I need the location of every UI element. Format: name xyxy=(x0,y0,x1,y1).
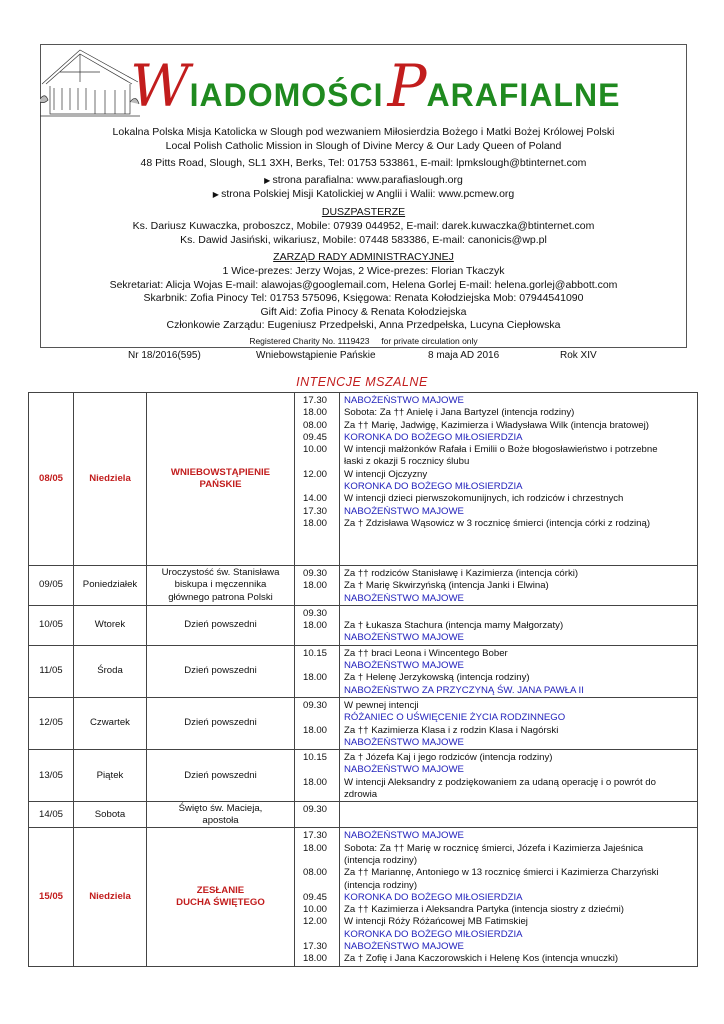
mass-time xyxy=(303,660,339,672)
intention-text: NABOŻEŃSTWO ZA PRZYCZYNĄ ŚW. JANA PAWŁA II xyxy=(344,684,584,696)
issue-number: Nr 18/2016(595) xyxy=(128,350,201,361)
mass-time: 17.30 xyxy=(303,941,328,953)
intention-text: Za † Zofię i Jana Kaczorowskich i Helenę Kos (intencja wnuczki) xyxy=(344,953,619,965)
day-row xyxy=(29,605,698,645)
mass-times xyxy=(295,802,340,828)
intention-text: Za †† Kazimierza Klasa i z rodzin Klasa i Nagórski xyxy=(344,724,559,736)
zarzad-line-4: Gift Aid: Zofia Pinocy & Renata Kołodziejska xyxy=(260,306,467,318)
mass-time: 17.30 xyxy=(303,830,328,842)
website-pcmew-text: strona Polskiej Misji Katolickiej w Anglii i Walii: www.pcmew.org xyxy=(221,188,515,200)
intention-text: NABOŻEŃSTWO MAJOWE xyxy=(344,736,464,748)
intention-text: NABOŻEŃSTWO MAJOWE xyxy=(344,395,464,406)
mass-intentions xyxy=(340,645,698,697)
mass-time xyxy=(303,764,339,776)
day-row xyxy=(29,566,698,606)
website-parish-text: strona parafialna: www.parafiaslough.org xyxy=(272,174,463,186)
intention-text: Za †† Marię, Jadwigę, Kazimierza i Władysława Wilk (intencja bratowej) xyxy=(344,419,649,431)
mass-time: 17.30 xyxy=(303,395,328,406)
title-initial-w: W xyxy=(130,52,190,120)
mass-time: 18.00 xyxy=(303,724,328,736)
day-date: 14/05 xyxy=(29,802,74,828)
mass-intentions xyxy=(340,605,698,645)
intention-text: KORONKA DO BOŻEGO MIŁOSIERDZIA xyxy=(344,891,523,903)
day-date: 15/05 xyxy=(29,828,74,966)
mass-intentions xyxy=(340,828,698,966)
day-name: Środa xyxy=(74,645,147,697)
charity-line: Registered Charity No. 1119423 for private circulation only xyxy=(249,336,478,346)
intention-text: W intencji małżonków Rafała i Emilii o Boże błogosławieństwo i potrzebne xyxy=(344,444,658,456)
intention-text: KORONKA DO BOŻEGO MIŁOSIERDZIA xyxy=(344,431,523,443)
title-initial-p: P xyxy=(387,52,427,120)
mass-time xyxy=(303,929,339,941)
mass-time: 09.45 xyxy=(303,891,328,903)
mass-time: 18.00 xyxy=(303,842,328,854)
day-occasion: Święto św. Macieja, apostoła xyxy=(147,802,295,828)
intention-text: Za † Zdzisława Wąsowicz w 3 rocznicę śmierci (intencja córki z rodziną) xyxy=(344,517,651,529)
mass-time: 12.00 xyxy=(303,468,328,480)
masthead-title xyxy=(130,52,670,122)
mass-time: 14.00 xyxy=(303,493,328,505)
mass-time: 18.00 xyxy=(303,620,328,632)
mass-time: 18.00 xyxy=(303,776,328,788)
mass-times xyxy=(295,645,340,697)
mass-time xyxy=(303,855,339,867)
intention-text: NABOŻEŃSTWO MAJOWE xyxy=(344,505,464,517)
intention-text: NABOŻEŃSTWO MAJOWE xyxy=(344,764,464,776)
website-parish[interactable] xyxy=(40,174,687,187)
vicar-line: Ks. Dawid Jasiński, wikariusz, Mobile: 07448 583386, E-mail: canonicis@wp.pl xyxy=(180,234,547,246)
mass-times xyxy=(295,750,340,802)
day-name: Niedziela xyxy=(74,393,147,566)
mass-times xyxy=(295,566,340,606)
day-name: Sobota xyxy=(74,802,147,828)
issue-year: Rok XIV xyxy=(560,350,597,361)
zarzad-line-1: 1 Wice-prezes: Jerzy Wojas, 2 Wice-prezes: Florian Tkaczyk xyxy=(222,265,505,277)
intention-text: RÓŻANIEC O UŚWIĘCENIE ŻYCIA RODZINNEGO xyxy=(344,712,566,724)
zarzad-line-5: Członkowie Zarządu: Eugeniusz Przedpełski, Anna Przedpełska, Lucyna Ciepłowska xyxy=(166,319,561,331)
intention-text: Sobota: Za †† Marię w rocznicę śmierci, Józefa i Kazimierza Jajeśnica xyxy=(344,842,644,854)
mass-times xyxy=(295,828,340,966)
day-date: 10/05 xyxy=(29,605,74,645)
mass-time: 09.30 xyxy=(303,699,328,711)
day-name: Wtorek xyxy=(74,605,147,645)
mass-time: 18.00 xyxy=(303,580,328,592)
title-rest-1: IADOMOŚCI xyxy=(189,77,384,113)
section-title: INTENCJE MSZALNE xyxy=(296,375,428,389)
day-row xyxy=(29,750,698,802)
mass-time xyxy=(303,789,339,801)
day-occasion: Dzień powszedni xyxy=(147,645,295,697)
day-row xyxy=(29,697,698,749)
mass-time: 18.00 xyxy=(303,953,328,965)
mass-time: 09.30 xyxy=(303,568,328,579)
day-occasion: Uroczystość św. Stanisława biskupa i męczennika głównego patrona Polski xyxy=(147,566,295,606)
intention-text: NABOŻEŃSTWO MAJOWE xyxy=(344,941,464,953)
day-date: 08/05 xyxy=(29,393,74,566)
pastor-line: Ks. Dariusz Kuwaczka, proboszcz, Mobile: 07939 044952, E-mail: darek.kuwaczka@btinternet.com xyxy=(132,220,595,232)
intention-text: NABOŻEŃSTWO MAJOWE xyxy=(344,660,464,672)
intention-text: (intencja rodziny) xyxy=(344,854,418,866)
church-illustration xyxy=(40,44,140,119)
mass-time xyxy=(303,685,339,697)
intention-text: zdrowia xyxy=(344,789,378,801)
mass-intentions xyxy=(340,697,698,749)
intention-text: KORONKA DO BOŻEGO MIŁOSIERDZIA xyxy=(344,928,523,940)
day-occasion: Dzień powszedni xyxy=(147,697,295,749)
mass-time: 12.00 xyxy=(303,916,328,928)
day-occasion: Dzień powszedni xyxy=(147,605,295,645)
zarzad-heading: ZARZĄD RADY ADMINISTRACYJNEJ xyxy=(273,251,454,263)
day-date: 12/05 xyxy=(29,697,74,749)
intention-text: NABOŻEŃSTWO MAJOWE xyxy=(344,632,464,644)
mass-time: 10.15 xyxy=(303,647,328,659)
mass-time xyxy=(303,593,339,605)
intention-text xyxy=(344,608,694,620)
mass-time xyxy=(303,737,339,749)
day-name: Piątek xyxy=(74,750,147,802)
mass-time xyxy=(303,632,339,644)
mass-time: 18.00 xyxy=(303,407,328,419)
day-row xyxy=(29,393,698,566)
intention-text: (intencja rodziny) xyxy=(344,879,418,891)
day-date: 09/05 xyxy=(29,566,74,606)
mass-time: 10.00 xyxy=(303,904,328,916)
mass-time: 08.00 xyxy=(303,419,328,431)
intention-text: Za † Marię Skwirzyńską (intencja Janki i Elwina) xyxy=(344,580,549,592)
intention-text: W pewnej intencji xyxy=(344,699,419,711)
day-row xyxy=(29,645,698,697)
mass-time xyxy=(303,481,339,493)
intention-text: Za †† braci Leona i Wincentego Bober xyxy=(344,647,508,659)
mass-time: 17.30 xyxy=(303,505,328,517)
day-date: 13/05 xyxy=(29,750,74,802)
intention-text: W intencji Ojczyzny xyxy=(344,468,428,480)
intention-text: Za †† Kazimierza i Aleksandra Partyka (intencja siostry z dziećmi) xyxy=(344,904,624,916)
day-occasion: ZESŁANIE DUCHA ŚWIĘTEGO xyxy=(147,828,295,966)
day-row xyxy=(29,828,698,966)
mission-name-en: Local Polish Catholic Mission in Slough of Divine Mercy & Our Lady Queen of Poland xyxy=(165,140,562,152)
zarzad-line-3: Skarbnik: Zofia Pinocy Tel: 01753 575096, Księgowa: Renata Kołodziejska Mob: 07944541090 xyxy=(143,292,584,304)
mass-time: 10.00 xyxy=(303,444,328,456)
mass-time: 08.00 xyxy=(303,867,328,879)
intention-text: KORONKA DO BOŻEGO MIŁOSIERDZIA xyxy=(344,481,523,493)
mass-intentions xyxy=(340,802,698,828)
zarzad-line-2: Sekretariat: Alicja Wojas E-mail: alawojas@googlemail.com, Helena Gorlej E-mail: helena.gorlej@abbott.com xyxy=(109,279,618,291)
mass-intentions xyxy=(340,393,698,566)
mass-times xyxy=(295,605,340,645)
mass-time xyxy=(303,712,339,724)
triangle-bullet-icon: ▶ xyxy=(212,190,222,199)
intention-text: W intencji dzieci pierwszokomunijnych, ich rodziców i chrzestnych xyxy=(344,493,624,505)
mass-intentions xyxy=(340,566,698,606)
mass-times xyxy=(295,697,340,749)
intention-text: W intencji Róży Różańcowej MB Fatimskiej xyxy=(344,916,528,928)
triangle-bullet-icon: ▶ xyxy=(264,176,273,185)
mass-time xyxy=(303,456,339,468)
mass-time: 18.00 xyxy=(303,672,328,684)
intention-text: Za †† rodziców Stanisławę i Kazimierza (intencja córki) xyxy=(344,568,579,579)
mass-time: 09.30 xyxy=(303,804,328,816)
day-row xyxy=(29,802,698,828)
intention-text: Sobota: Za †† Anielę i Jana Bartyzel (intencja rodziny) xyxy=(344,407,575,419)
mass-time: 18.00 xyxy=(303,517,328,529)
mass-time: 09.30 xyxy=(303,607,328,619)
website-pcmew[interactable] xyxy=(40,188,687,201)
intention-text: W intencji Aleksandry z podziękowaniem za udaną operację i o powrót do xyxy=(344,776,656,788)
intention-text: Za †† Mariannę, Antoniego w 13 rocznicę śmierci i Kazimierza Charzyński xyxy=(344,867,659,879)
issue-date: 8 maja AD 2016 xyxy=(428,350,500,361)
issue-feast: Wniebowstąpienie Pańskie xyxy=(256,350,376,361)
day-name: Czwartek xyxy=(74,697,147,749)
intention-text: NABOŻEŃSTWO MAJOWE xyxy=(344,592,464,604)
day-name: Niedziela xyxy=(74,828,147,966)
intention-text: Za † Helenę Jerzykowską (intencja rodziny) xyxy=(344,672,530,684)
mass-time: 10.15 xyxy=(303,752,328,764)
day-occasion: Dzień powszedni xyxy=(147,750,295,802)
mission-address: 48 Pitts Road, Slough, SL1 3XH, Berks, Tel: 01753 533861, E-mail: lpmkslough@btinternet.com xyxy=(140,157,587,169)
mass-intentions-table xyxy=(28,392,698,967)
intention-text: Za † Łukasza Stachura (intencja mamy Małgorzaty) xyxy=(344,620,564,632)
mass-intentions xyxy=(340,750,698,802)
title-rest-2: ARAFIALNE xyxy=(426,77,621,113)
intention-text: Za † Józefa Kaj i jego rodziców (intencja rodziny) xyxy=(344,752,553,764)
intention-text xyxy=(344,804,694,816)
day-occasion: WNIEBOWSTĄPIENIE PAŃSKIE xyxy=(147,393,295,566)
intention-text: łaski z okazji 5 rocznicy ślubu xyxy=(344,456,470,468)
intention-text: NABOŻEŃSTWO MAJOWE xyxy=(344,830,464,842)
mission-name-pl: Lokalna Polska Misja Katolicka w Slough pod wezwaniem Miłosierdzia Bożego i Matki Bożej Królowej Polski xyxy=(112,126,615,138)
mass-time xyxy=(303,880,339,892)
day-name: Poniedziałek xyxy=(74,566,147,606)
mass-time: 09.45 xyxy=(303,431,328,443)
mass-times xyxy=(295,393,340,566)
duszpasterze-heading: DUSZPASTERZE xyxy=(321,206,406,218)
day-date: 11/05 xyxy=(29,645,74,697)
